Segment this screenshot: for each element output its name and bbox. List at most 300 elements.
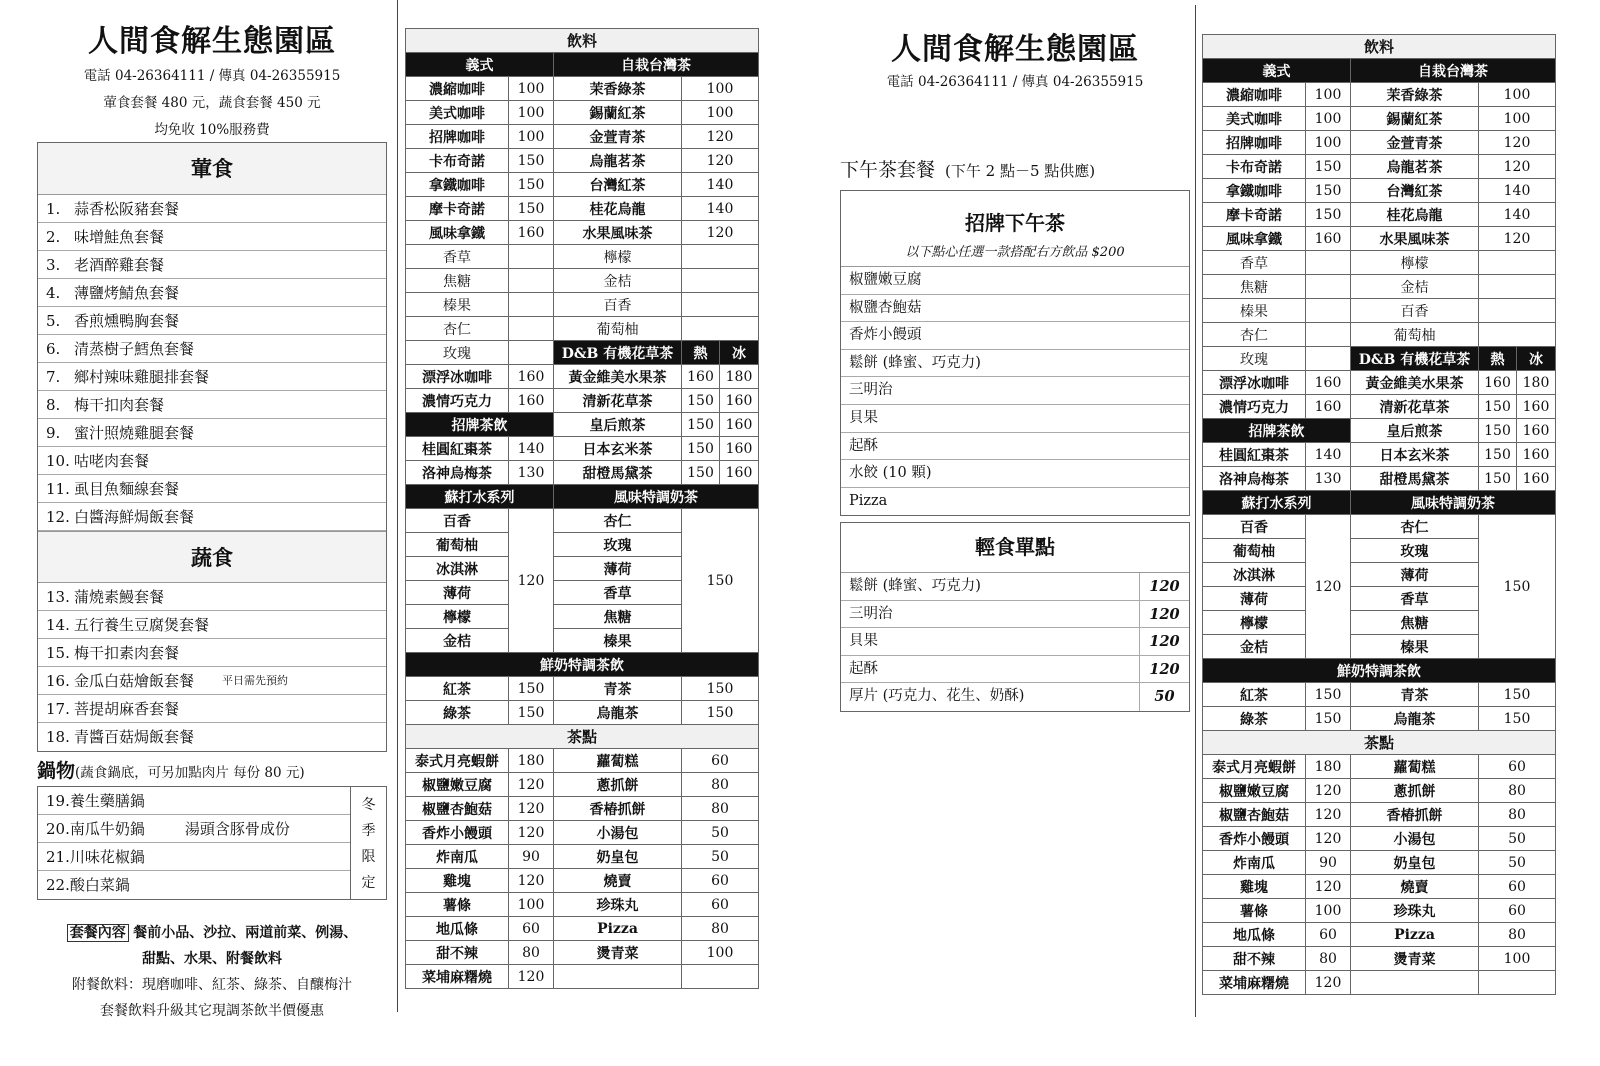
table-cell: 炸南瓜 bbox=[1203, 851, 1306, 875]
table-cell: 150 bbox=[682, 461, 720, 485]
table-cell: 風味特調奶茶 bbox=[1351, 491, 1556, 515]
table-cell: 180 bbox=[1517, 371, 1556, 395]
table-cell: 50 bbox=[1479, 827, 1556, 851]
table-cell bbox=[682, 317, 759, 341]
item-name: 養生藥膳鍋 bbox=[69, 792, 145, 810]
table-cell: 150 bbox=[1306, 203, 1351, 227]
item-name: 香煎燻鴨胸套餐 bbox=[74, 312, 180, 330]
table-row bbox=[406, 341, 759, 365]
table-cell: 160 bbox=[1479, 371, 1517, 395]
table-cell: D&B 有機花草茶 bbox=[1351, 347, 1479, 371]
item-price: 50 bbox=[1139, 683, 1189, 711]
table-cell: 拿鐵咖啡 bbox=[1203, 179, 1306, 203]
table-row bbox=[1203, 179, 1556, 203]
item-number: 17. bbox=[46, 700, 70, 718]
signature-tea-box bbox=[840, 190, 1190, 516]
table-cell: 綠茶 bbox=[1203, 707, 1306, 731]
table-cell: 小湯包 bbox=[1351, 827, 1479, 851]
table-cell: 泰式月亮蝦餅 bbox=[406, 749, 509, 773]
table-cell: 葡萄柚 bbox=[1203, 539, 1306, 563]
table-cell: 珍珠丸 bbox=[1351, 899, 1479, 923]
tea-time: (下午 2 點－5 點供應) bbox=[945, 162, 1096, 180]
table-cell: 香草 bbox=[406, 245, 509, 269]
item-number: 16. bbox=[46, 672, 70, 690]
table-row bbox=[406, 893, 759, 917]
table-cell: 燒賣 bbox=[554, 869, 682, 893]
table-cell: 150 bbox=[682, 389, 720, 413]
table-cell bbox=[1306, 323, 1351, 347]
item-number: 22. bbox=[46, 876, 70, 894]
table-cell: 150 bbox=[1479, 707, 1556, 731]
table-cell: 60 bbox=[682, 893, 759, 917]
table-cell: 風味拿鐵 bbox=[406, 221, 509, 245]
list-item bbox=[841, 683, 1189, 711]
table-cell: 檸檬 bbox=[554, 245, 682, 269]
table-cell: 60 bbox=[682, 749, 759, 773]
table-cell: 紅茶 bbox=[1203, 683, 1306, 707]
table-cell: 薄荷 bbox=[1351, 563, 1479, 587]
table-cell: 100 bbox=[509, 125, 554, 149]
table-row bbox=[1203, 467, 1556, 491]
table-cell: 60 bbox=[682, 869, 759, 893]
table-cell: 黃金維美水果茶 bbox=[554, 365, 682, 389]
table-cell: 雞塊 bbox=[406, 869, 509, 893]
table-row bbox=[406, 365, 759, 389]
table-cell: 蔥抓餅 bbox=[554, 773, 682, 797]
list-item bbox=[38, 279, 386, 307]
table-cell: 100 bbox=[509, 893, 554, 917]
table-cell: 100 bbox=[1306, 899, 1351, 923]
item-name: 厚片 (巧克力、花生、奶酥) bbox=[849, 688, 1025, 705]
table-row bbox=[406, 197, 759, 221]
table-row bbox=[406, 485, 759, 509]
item-name: 清蒸樹子鱈魚套餐 bbox=[74, 340, 195, 358]
table-cell: D&B 有機花草茶 bbox=[554, 341, 682, 365]
table-row bbox=[406, 773, 759, 797]
table-cell: 130 bbox=[1306, 467, 1351, 491]
table-cell: 鮮奶特調茶飲 bbox=[1203, 659, 1556, 683]
table-cell: 焦糖 bbox=[1203, 275, 1306, 299]
table-row bbox=[406, 677, 759, 701]
table-cell: 160 bbox=[509, 389, 554, 413]
table-cell: 160 bbox=[1517, 419, 1556, 443]
table-cell: 100 bbox=[509, 101, 554, 125]
table-cell: 150 bbox=[1479, 395, 1517, 419]
item-name: 菩提胡麻香套餐 bbox=[74, 700, 180, 718]
table-row bbox=[406, 869, 759, 893]
table-row bbox=[1203, 323, 1556, 347]
list-item bbox=[38, 871, 350, 899]
table-cell bbox=[1479, 323, 1556, 347]
light-title: 輕食單點 bbox=[841, 523, 1189, 573]
table-cell: 金桔 bbox=[406, 629, 509, 653]
table-cell: 日本玄米茶 bbox=[1351, 443, 1479, 467]
table-cell: 甜不辣 bbox=[406, 941, 509, 965]
table-cell bbox=[1306, 299, 1351, 323]
table-cell: 榛果 bbox=[406, 293, 509, 317]
table-cell: 50 bbox=[682, 845, 759, 869]
table-cell: Pizza bbox=[554, 917, 682, 941]
table-cell: 薄荷 bbox=[406, 581, 509, 605]
item-name: 酸白菜鍋 bbox=[69, 876, 130, 894]
table-cell: Pizza bbox=[1351, 923, 1479, 947]
table-cell: 日本玄米茶 bbox=[554, 437, 682, 461]
list-item bbox=[841, 377, 1189, 405]
table-cell: 120 bbox=[1306, 515, 1351, 659]
table-cell: 濃縮咖啡 bbox=[1203, 83, 1306, 107]
set-menu-list bbox=[37, 142, 387, 752]
table-cell: 100 bbox=[1306, 107, 1351, 131]
list-item bbox=[38, 447, 386, 475]
item-name: 香炸小饅頭 bbox=[849, 327, 922, 344]
table-cell: 60 bbox=[1306, 923, 1351, 947]
table-cell: 120 bbox=[509, 965, 554, 989]
tea-title: 下午茶套餐 bbox=[840, 159, 936, 181]
table-cell: 榛果 bbox=[1203, 299, 1306, 323]
table-cell: 義式 bbox=[1203, 59, 1351, 83]
table-cell: 招牌咖啡 bbox=[406, 125, 509, 149]
table-cell bbox=[682, 245, 759, 269]
table-row bbox=[406, 701, 759, 725]
item-name: 梅干扣肉套餐 bbox=[74, 396, 165, 414]
table-cell: 泰式月亮蝦餅 bbox=[1203, 755, 1306, 779]
table-cell: 水果風味茶 bbox=[1351, 227, 1479, 251]
table-cell: 洛神烏梅茶 bbox=[1203, 467, 1306, 491]
table-row bbox=[406, 125, 759, 149]
table-cell: 義式 bbox=[406, 53, 554, 77]
veg-header: 蔬食 bbox=[38, 531, 386, 583]
table-cell: 烏龍茗茶 bbox=[554, 149, 682, 173]
table-cell: 160 bbox=[720, 389, 759, 413]
table-cell: 茉香綠茶 bbox=[1351, 83, 1479, 107]
table-cell: 玫瑰 bbox=[1203, 347, 1306, 371]
table-cell bbox=[682, 965, 759, 989]
table-cell: 140 bbox=[1306, 443, 1351, 467]
item-note: 平日需先預約 bbox=[222, 674, 289, 687]
table-cell: 150 bbox=[682, 437, 720, 461]
table-cell: 漂浮冰咖啡 bbox=[406, 365, 509, 389]
table-cell: 風味特調奶茶 bbox=[554, 485, 759, 509]
item-number: 1. bbox=[46, 200, 61, 218]
table-cell: 150 bbox=[682, 509, 759, 653]
item-number: 13. bbox=[46, 588, 70, 606]
table-row bbox=[406, 53, 759, 77]
table-cell: 濃情巧克力 bbox=[406, 389, 509, 413]
item-name: 老酒醉雞套餐 bbox=[74, 256, 165, 274]
table-cell: 玫瑰 bbox=[406, 341, 509, 365]
table-cell: 杏仁 bbox=[1203, 323, 1306, 347]
table-cell: 雞塊 bbox=[1203, 875, 1306, 899]
table-cell: 薄荷 bbox=[1203, 587, 1306, 611]
table-cell: 漂浮冰咖啡 bbox=[1203, 371, 1306, 395]
table-cell: 150 bbox=[509, 197, 554, 221]
list-item bbox=[38, 251, 386, 279]
table-cell: 薄荷 bbox=[554, 557, 682, 581]
table-cell: 熱 bbox=[1479, 347, 1517, 371]
table-cell: 冰 bbox=[1517, 347, 1556, 371]
left-price: 葷食套餐 480 元，蔬食套餐 450 元 bbox=[103, 95, 321, 111]
table-cell: 自栽台灣茶 bbox=[554, 53, 759, 77]
table-cell: 80 bbox=[682, 797, 759, 821]
table-cell: 自栽台灣茶 bbox=[1351, 59, 1556, 83]
list-item bbox=[841, 460, 1189, 488]
table-row bbox=[1203, 491, 1556, 515]
divider bbox=[397, 0, 398, 1012]
table-cell: 冰淇淋 bbox=[1203, 563, 1306, 587]
item-name: 白醬海鮮焗飯套餐 bbox=[74, 508, 195, 526]
table-cell: 檸檬 bbox=[1351, 251, 1479, 275]
sig-title: 招牌下午茶 bbox=[965, 211, 1065, 235]
table-cell: 水果風味茶 bbox=[554, 221, 682, 245]
table-cell: 杏仁 bbox=[406, 317, 509, 341]
table-cell: 150 bbox=[1306, 155, 1351, 179]
table-cell: 招牌茶飲 bbox=[1203, 419, 1351, 443]
table-cell: 160 bbox=[1306, 395, 1351, 419]
table-row bbox=[1203, 371, 1556, 395]
item-name: 貝果 bbox=[849, 409, 878, 426]
item-number: 6. bbox=[46, 340, 61, 358]
item-name: 貝果 bbox=[849, 633, 878, 650]
table-cell: 60 bbox=[1479, 875, 1556, 899]
table-cell: 蘿蔔糕 bbox=[554, 749, 682, 773]
table-cell: 160 bbox=[1306, 371, 1351, 395]
table-cell: 150 bbox=[682, 701, 759, 725]
table-cell bbox=[509, 341, 554, 365]
list-item bbox=[841, 350, 1189, 378]
table-cell: 百香 bbox=[554, 293, 682, 317]
table-cell: 100 bbox=[1479, 947, 1556, 971]
item-name: 南瓜牛奶鍋 bbox=[69, 820, 145, 838]
table-cell: 150 bbox=[1306, 683, 1351, 707]
table-cell: 葡萄柚 bbox=[554, 317, 682, 341]
item-name: 咕咾肉套餐 bbox=[74, 452, 150, 470]
list-item bbox=[38, 419, 386, 447]
table-row bbox=[1203, 971, 1556, 995]
table-cell bbox=[509, 293, 554, 317]
table-cell: 140 bbox=[1479, 203, 1556, 227]
table-cell bbox=[1479, 971, 1556, 995]
table-cell: 香椿抓餅 bbox=[554, 797, 682, 821]
table-cell: 120 bbox=[1479, 155, 1556, 179]
table-cell: 錫蘭紅茶 bbox=[554, 101, 682, 125]
drink-line2: 套餐飲料升級其它現調茶飲半價優惠 bbox=[100, 1003, 324, 1019]
left-service: 均免收 10%服務費 bbox=[154, 122, 270, 138]
table-cell: 玫瑰 bbox=[1351, 539, 1479, 563]
table-cell: 杏仁 bbox=[1351, 515, 1479, 539]
item-name: 梅干扣素肉套餐 bbox=[74, 644, 180, 662]
table-row bbox=[1203, 347, 1556, 371]
table-cell: 桂花烏龍 bbox=[554, 197, 682, 221]
list-item bbox=[38, 475, 386, 503]
table-cell: 150 bbox=[1479, 419, 1517, 443]
table-cell: 120 bbox=[682, 125, 759, 149]
table-cell: 60 bbox=[1479, 899, 1556, 923]
table-cell: 香草 bbox=[1203, 251, 1306, 275]
table-row bbox=[1203, 827, 1556, 851]
item-name: 鬆餅 (蜂蜜、巧克力) bbox=[849, 354, 981, 371]
table-row bbox=[1203, 851, 1556, 875]
table-cell: 150 bbox=[1306, 707, 1351, 731]
item-price: 120 bbox=[1139, 628, 1189, 655]
item-number: 2. bbox=[46, 228, 61, 246]
item-name: 三明治 bbox=[849, 382, 893, 399]
table-cell: 熱 bbox=[682, 341, 720, 365]
table-cell: 150 bbox=[509, 149, 554, 173]
table-row bbox=[1203, 947, 1556, 971]
table-cell: 140 bbox=[682, 197, 759, 221]
pot-heading bbox=[37, 756, 387, 783]
table-cell: 檸檬 bbox=[406, 605, 509, 629]
table-row bbox=[406, 149, 759, 173]
table-cell: 皇后煎茶 bbox=[1351, 419, 1479, 443]
set-contents bbox=[37, 920, 387, 1024]
table-cell bbox=[1479, 275, 1556, 299]
table-cell: 薯條 bbox=[1203, 899, 1306, 923]
table-cell: 綠茶 bbox=[406, 701, 509, 725]
table-cell: 金萱青茶 bbox=[1351, 131, 1479, 155]
table-row bbox=[406, 965, 759, 989]
pot-list bbox=[37, 786, 387, 900]
table-cell bbox=[1306, 251, 1351, 275]
table-cell: 洛神烏梅茶 bbox=[406, 461, 509, 485]
table-cell: 160 bbox=[1517, 395, 1556, 419]
list-item bbox=[38, 639, 386, 667]
pot-title: 鍋物 bbox=[37, 760, 76, 782]
table-cell: 青茶 bbox=[1351, 683, 1479, 707]
table-row bbox=[1203, 899, 1556, 923]
set-label: 套餐內容 bbox=[67, 924, 129, 942]
table-cell: 120 bbox=[1306, 971, 1351, 995]
drinks-table-right bbox=[1202, 34, 1556, 995]
list-item bbox=[38, 611, 386, 639]
table-cell: 香草 bbox=[1351, 587, 1479, 611]
table-cell: 80 bbox=[1306, 947, 1351, 971]
item-name: 川味花椒鍋 bbox=[69, 848, 145, 866]
list-item bbox=[38, 787, 350, 815]
table-cell: 美式咖啡 bbox=[1203, 107, 1306, 131]
right-title: 人間食解生態園區 bbox=[891, 32, 1139, 67]
table-row bbox=[1203, 299, 1556, 323]
table-cell: 清新花草茶 bbox=[1351, 395, 1479, 419]
list-item bbox=[38, 723, 386, 751]
table-cell: 90 bbox=[1306, 851, 1351, 875]
table-row bbox=[406, 173, 759, 197]
table-cell: 奶皇包 bbox=[1351, 851, 1479, 875]
table-row bbox=[1203, 755, 1556, 779]
item-name: 青醬百菇焗飯套餐 bbox=[74, 728, 195, 746]
drink-line1: 附餐飲料：現磨咖啡、紅茶、綠茶、自釀梅汁 bbox=[72, 977, 352, 993]
table-cell: 黃金維美水果茶 bbox=[1351, 371, 1479, 395]
item-price: 120 bbox=[1139, 656, 1189, 683]
table-cell: 茉香綠茶 bbox=[554, 77, 682, 101]
table-row bbox=[1203, 875, 1556, 899]
item-number: 4. bbox=[46, 284, 61, 302]
table-cell: 120 bbox=[1306, 779, 1351, 803]
item-price: 120 bbox=[1139, 573, 1189, 600]
table-cell: 焦糖 bbox=[554, 605, 682, 629]
table-cell: 香椿抓餅 bbox=[1351, 803, 1479, 827]
table-cell: 90 bbox=[509, 845, 554, 869]
table-row bbox=[406, 941, 759, 965]
table-cell: 烏龍茶 bbox=[554, 701, 682, 725]
list-item bbox=[841, 488, 1189, 516]
item-name: 水餃 (10 顆) bbox=[849, 465, 932, 482]
item-name: 味增鮭魚套餐 bbox=[74, 228, 165, 246]
list-item bbox=[841, 267, 1189, 295]
table-cell: 甜橙馬黛茶 bbox=[1351, 467, 1479, 491]
table-cell: 摩卡奇諾 bbox=[1203, 203, 1306, 227]
table-row bbox=[406, 845, 759, 869]
table-cell: 濃縮咖啡 bbox=[406, 77, 509, 101]
item-name: Pizza bbox=[849, 492, 888, 509]
drinks-table-left bbox=[405, 28, 759, 989]
table-cell: 飲料 bbox=[1203, 35, 1556, 59]
table-cell bbox=[509, 245, 554, 269]
left-phone: 電話 04-26364111 / 傳真 04-26355915 bbox=[83, 68, 341, 84]
table-row bbox=[1203, 131, 1556, 155]
table-cell: 鮮奶特調茶飲 bbox=[406, 653, 759, 677]
table-cell: 150 bbox=[682, 677, 759, 701]
list-item bbox=[38, 391, 386, 419]
table-row bbox=[406, 437, 759, 461]
item-number: 19. bbox=[46, 792, 70, 810]
table-cell: 130 bbox=[509, 461, 554, 485]
table-cell: 玫瑰 bbox=[554, 533, 682, 557]
winter-limited bbox=[350, 787, 386, 899]
table-cell: 青茶 bbox=[554, 677, 682, 701]
item-name: 蒲燒素鰻套餐 bbox=[74, 588, 165, 606]
table-cell bbox=[682, 269, 759, 293]
table-cell: 60 bbox=[1479, 755, 1556, 779]
list-item bbox=[38, 583, 386, 611]
table-cell: 80 bbox=[682, 917, 759, 941]
list-item bbox=[38, 307, 386, 335]
table-row bbox=[1203, 155, 1556, 179]
item-note: 湯頭含豚骨成份 bbox=[184, 820, 290, 838]
item-number: 7. bbox=[46, 368, 61, 386]
table-cell: 美式咖啡 bbox=[406, 101, 509, 125]
table-cell: 120 bbox=[1479, 131, 1556, 155]
table-cell: 50 bbox=[1479, 851, 1556, 875]
table-row bbox=[1203, 419, 1556, 443]
table-cell: 香炸小饅頭 bbox=[406, 821, 509, 845]
table-cell bbox=[1479, 299, 1556, 323]
table-cell: 甜不辣 bbox=[1203, 947, 1306, 971]
table-cell: 80 bbox=[1479, 923, 1556, 947]
table-cell bbox=[509, 317, 554, 341]
table-cell: 皇后煎茶 bbox=[554, 413, 682, 437]
table-cell: 150 bbox=[509, 701, 554, 725]
table-cell: 160 bbox=[509, 365, 554, 389]
list-item bbox=[38, 223, 386, 251]
table-row bbox=[1203, 779, 1556, 803]
item-name: 椒鹽杏鮑菇 bbox=[849, 299, 922, 316]
item-number: 15. bbox=[46, 644, 70, 662]
table-cell: 160 bbox=[509, 221, 554, 245]
table-cell: 140 bbox=[509, 437, 554, 461]
table-cell: 160 bbox=[1517, 443, 1556, 467]
table-cell: 冰淇淋 bbox=[406, 557, 509, 581]
table-cell: 小湯包 bbox=[554, 821, 682, 845]
table-row bbox=[1203, 251, 1556, 275]
table-row bbox=[1203, 59, 1556, 83]
list-item bbox=[38, 195, 386, 223]
table-row bbox=[406, 653, 759, 677]
table-cell: 椒鹽嫩豆腐 bbox=[1203, 779, 1306, 803]
table-row bbox=[1203, 707, 1556, 731]
table-row bbox=[406, 389, 759, 413]
item-number: 12. bbox=[46, 508, 70, 526]
